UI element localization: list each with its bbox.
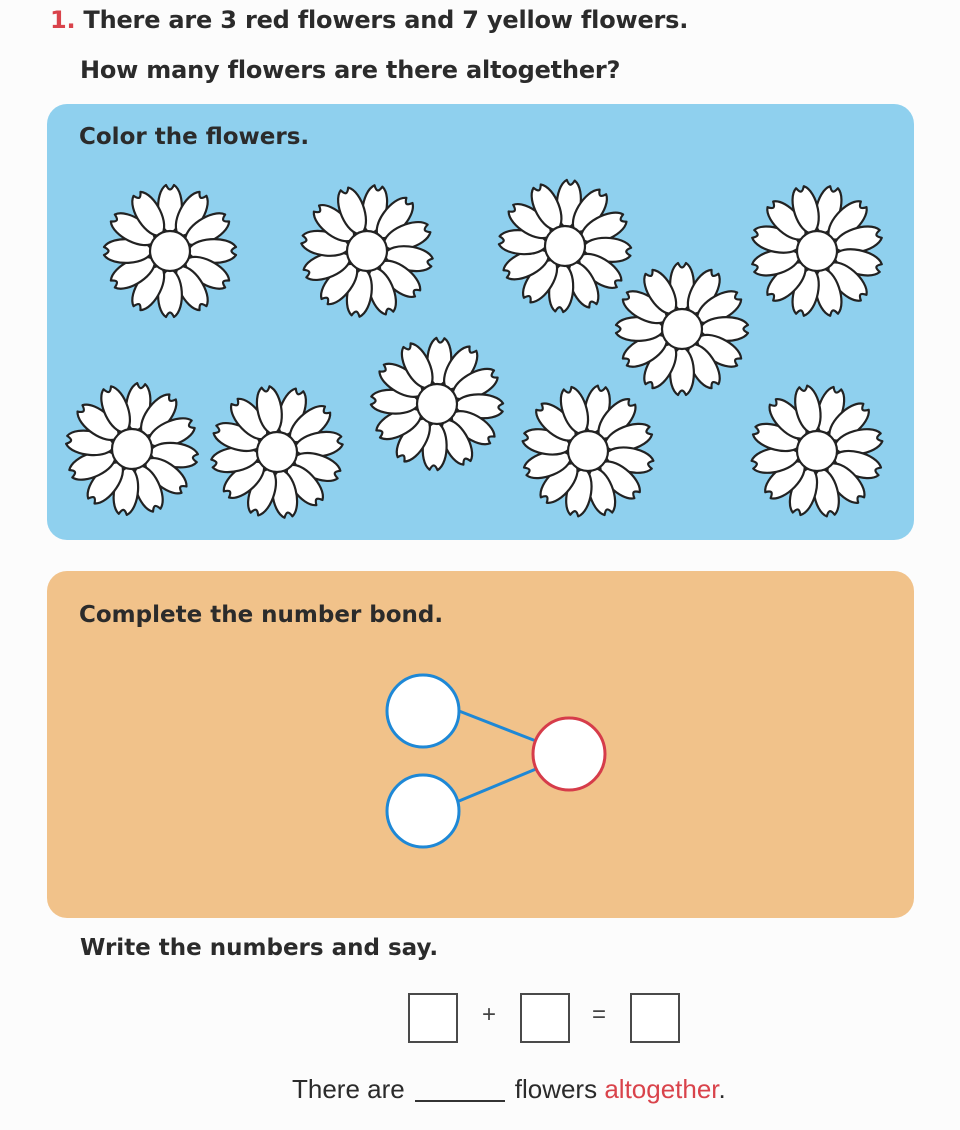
number-bond-panel [47, 571, 914, 918]
sentence-highlight: altogether [604, 1074, 719, 1104]
question-line-1 [50, 6, 688, 34]
question-text-1: There are 3 red flowers and 7 yellow flowers. [83, 6, 689, 34]
sentence-prefix: There are [292, 1074, 405, 1104]
answer-blank[interactable] [415, 1074, 505, 1102]
number-bond-diagram [47, 571, 914, 918]
whole-circle[interactable] [533, 718, 605, 790]
question-line-2: How many flowers are there altogether? [80, 56, 621, 84]
color-flowers-panel [47, 104, 914, 540]
part-circle-bottom[interactable] [387, 775, 459, 847]
addend-box-2[interactable] [520, 993, 570, 1043]
write-numbers-title: Write the numbers and say. [80, 935, 439, 961]
flower-icon[interactable] [202, 377, 352, 527]
sentence-middle: flowers [514, 1074, 598, 1104]
sum-box[interactable] [630, 993, 680, 1043]
sentence-end: . [718, 1074, 726, 1104]
question-number: 1. [50, 6, 76, 34]
answer-sentence [292, 1074, 726, 1105]
addition-equation [0, 993, 960, 1049]
flower-icon[interactable] [742, 176, 892, 326]
flower-icon[interactable] [292, 176, 442, 326]
flower-icon[interactable] [57, 374, 207, 524]
flower-icon[interactable] [362, 329, 512, 479]
part-circle-top[interactable] [387, 675, 459, 747]
equals-sign: = [592, 1001, 607, 1028]
flower-icon[interactable] [742, 376, 892, 526]
flower-icon[interactable] [95, 176, 245, 326]
addend-box-1[interactable] [408, 993, 458, 1043]
number-bond-title: Complete the number bond. [79, 602, 444, 628]
plus-sign: + [482, 1001, 497, 1028]
bond-line-top [459, 711, 536, 741]
flower-icon[interactable] [513, 376, 663, 526]
bond-line-bottom [459, 769, 536, 801]
color-flowers-title: Color the flowers. [79, 124, 310, 150]
